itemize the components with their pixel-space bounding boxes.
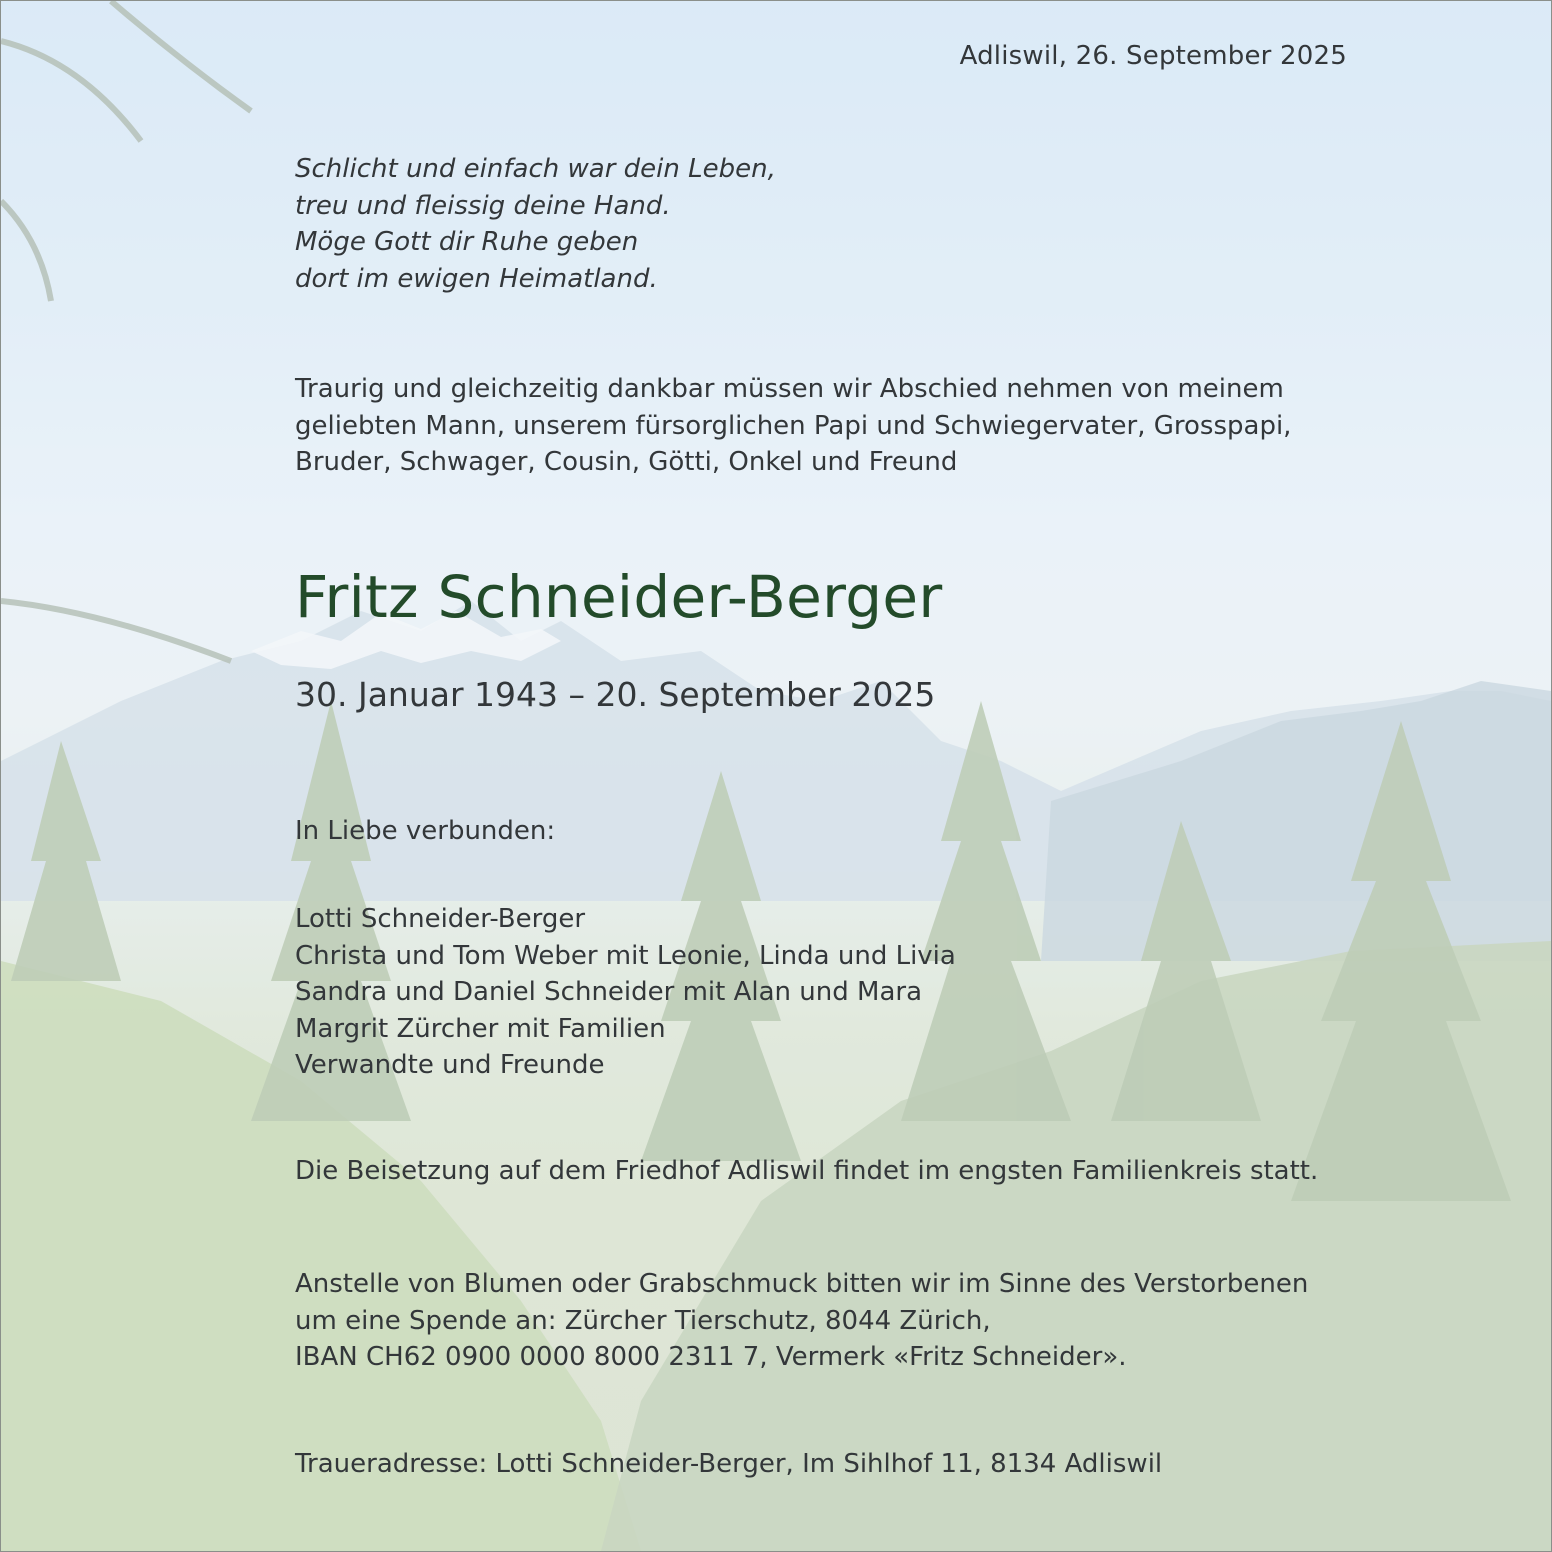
donation-line: IBAN CH62 0900 0000 8000 2311 7, Vermerk «Fritz Schneider». [295, 1342, 1127, 1372]
poem-line: treu und fleissig deine Hand. [295, 190, 671, 221]
donation-request [295, 1266, 1308, 1376]
mourning-address: Traueradresse: Lotti Schneider-Berger, Im Sihlhof 11, 8134 Adliswil [295, 1449, 1163, 1479]
donation-line: um eine Spende an: Zürcher Tierschutz, 8044 Zürich, [295, 1305, 991, 1336]
memorial-poem [295, 151, 776, 297]
announcement-intro [295, 371, 1291, 481]
mourner-entry: Lotti Schneider-Berger [295, 904, 586, 934]
intro-line: Bruder, Schwager, Cousin, Götti, Onkel und Freund [295, 447, 958, 477]
donation-line: Anstelle von Blumen oder Grabschmuck bitten wir im Sinne des Verstorbenen [295, 1269, 1309, 1299]
mourner-entry: Christa und Tom Weber mit Leonie, Linda und Livia [295, 940, 956, 971]
intro-line: Traurig und gleichzeitig dankbar müssen wir Abschied nehmen von meinem [295, 374, 1284, 404]
mourner-entry: Verwandte und Freunde [295, 1050, 605, 1080]
lifespan-dates: 30. Januar 1943 – 20. September 2025 [295, 675, 936, 714]
mourner-entry: Sandra und Daniel Schneider mit Alan und Mara [295, 977, 923, 1007]
mourners-list [295, 901, 956, 1084]
intro-line: geliebten Mann, unserem fürsorglichen Papi und Schwiegervater, Grosspapi, [295, 410, 1292, 441]
poem-line: Möge Gott dir Ruhe geben [295, 227, 639, 257]
deceased-name: Fritz Schneider-Berger [295, 563, 943, 631]
poem-line: Schlicht und einfach war dein Leben, [295, 154, 776, 184]
poem-line: dort im ewigen Heimatland. [295, 263, 658, 294]
burial-note: Die Beisetzung auf dem Friedhof Adliswil findet im engsten Familienkreis statt. [295, 1156, 1319, 1186]
place-and-date: Adliswil, 26. September 2025 [959, 41, 1347, 71]
mourners-heading: In Liebe verbunden: [295, 816, 556, 846]
mourner-entry: Margrit Zürcher mit Familien [295, 1013, 666, 1044]
